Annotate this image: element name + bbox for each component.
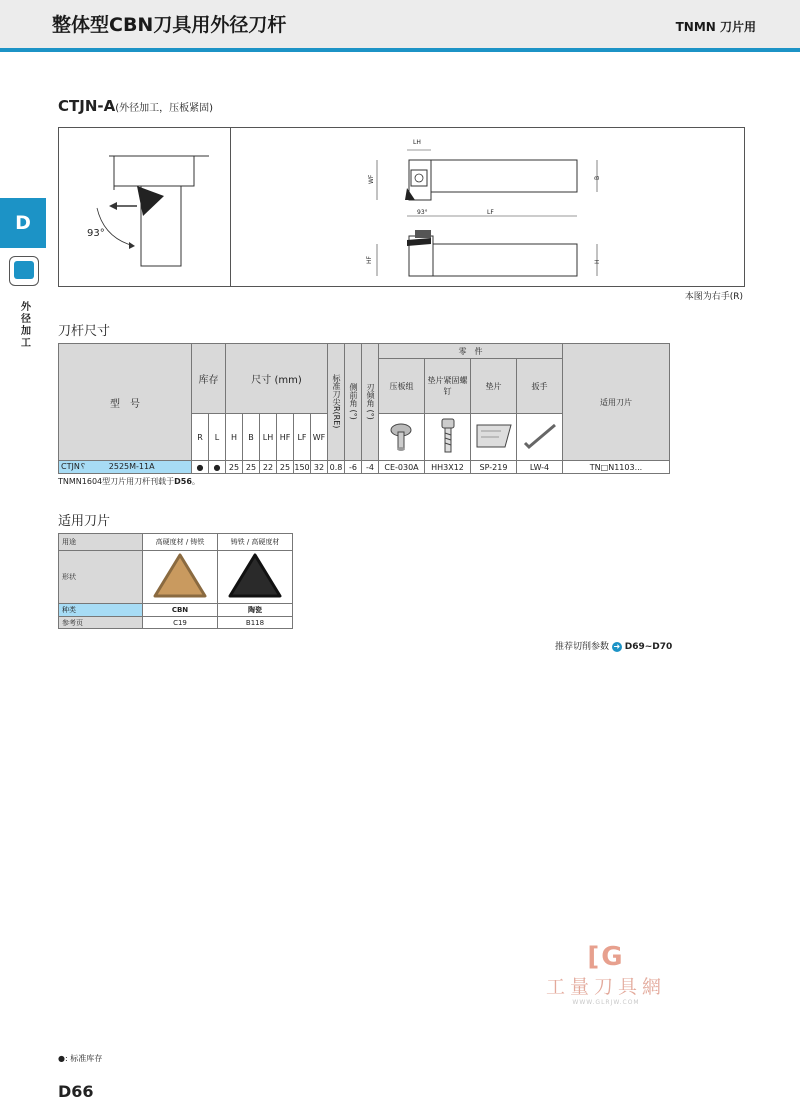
col-insert: 适用刀片	[563, 344, 670, 461]
model-subtitle: (外径加工，压板紧固)	[115, 103, 214, 114]
watermark-url: WWW.GLRJW.COM	[572, 999, 640, 1006]
side-tab-letter[interactable]: D	[0, 198, 46, 248]
approach-angle-diagram	[59, 128, 229, 286]
svg-text:B: B	[594, 175, 601, 180]
svg-text:HF: HF	[366, 256, 373, 264]
model-name: CTJN-A	[58, 97, 116, 115]
col-dim-h: H	[226, 414, 243, 461]
page-number: D66	[58, 1082, 94, 1101]
col-clamp: 压板组	[379, 359, 425, 414]
page-title: 整体型CBN刀具用外径刀杆	[52, 14, 287, 36]
table-row: CTJN␦ 2525M-11A ● ● 25 25 22 25 150 32 0.8 -6 -4 CE-030A HH3X12 SP-219 LW-4 TN□N1103...	[59, 461, 670, 474]
spec-note: TNMN1604型刀片用刀杆刊载于D56。	[58, 477, 200, 486]
ceramic-insert-image	[218, 551, 293, 604]
svg-text:LF: LF	[487, 209, 494, 216]
row-usage-label: 用途	[59, 534, 143, 551]
shim-icon	[475, 421, 513, 451]
col-side-rake: 侧前角 (°)	[345, 344, 362, 461]
screw-icon	[438, 417, 458, 455]
approach-angle-label: 93°	[87, 228, 105, 239]
side-tab-category: 外径加工	[21, 302, 31, 349]
wrench-icon	[521, 421, 559, 451]
spec-note-ref[interactable]: D56	[174, 477, 192, 486]
col-dims: 尺寸 (mm)	[226, 344, 328, 414]
col-re: 标准刀尖R(RE)	[328, 344, 345, 461]
insert-table: 用途 高硬度材 / 铸铁 铸铁 / 高硬度材 形状 种类 CBN 陶瓷 参考页 C19 B118	[58, 533, 293, 629]
col-shim: 垫片	[471, 359, 517, 414]
row-type-label: 种类	[59, 604, 143, 617]
col-model: 型 号	[59, 344, 192, 461]
col-stock-r: R	[192, 414, 209, 461]
svg-text:93°: 93°	[417, 209, 428, 216]
drawing-note: 本图为右手(R)	[684, 292, 743, 302]
ceramic-insert-icon	[227, 552, 283, 600]
row-shape-label: 形状	[59, 551, 143, 604]
col-parts: 零 件	[379, 344, 563, 359]
col-stock: 库存	[192, 344, 226, 414]
spec-table	[58, 343, 670, 474]
recommended-params[interactable]: 推荐切削参数 ➜ D69~D70	[555, 641, 673, 652]
wrench-image	[517, 414, 563, 461]
insert-section-title: 适用刀片	[58, 514, 111, 529]
header-accent-line	[0, 48, 800, 52]
watermark-logo: [G	[587, 942, 625, 972]
arrow-right-icon: ➜	[613, 641, 621, 651]
screw-image	[425, 414, 471, 461]
col-dim-wf: WF	[311, 414, 328, 461]
watermark	[536, 942, 676, 1006]
clamp-icon	[387, 418, 417, 454]
svg-text:H: H	[594, 259, 601, 264]
tool-drawing	[58, 127, 745, 287]
header-right-label: TNMN 刀片用	[675, 20, 756, 34]
svg-text:LH: LH	[413, 139, 421, 146]
cbn-insert-icon	[152, 552, 208, 600]
col-wrench: 扳手	[517, 359, 563, 414]
shim-image	[471, 414, 517, 461]
col-dim-lh: LH	[260, 414, 277, 461]
clamp-image	[379, 414, 425, 461]
svg-text:WF: WF	[368, 174, 375, 184]
row-ref-label: 参考页	[59, 617, 143, 629]
col-dim-lf: LF	[294, 414, 311, 461]
col-dim-b: B	[243, 414, 260, 461]
stock-legend: ●: 标准库存	[58, 1054, 103, 1063]
cbn-insert-image	[143, 551, 218, 604]
col-screw: 垫片紧固螺钉	[425, 359, 471, 414]
spec-section-title: 刀杆尺寸	[58, 324, 111, 339]
watermark-name: 工量刀具網	[545, 976, 666, 998]
turning-insert-icon	[9, 256, 39, 286]
col-incl: 刃倾角 (°)	[362, 344, 379, 461]
model-title	[58, 97, 213, 115]
col-stock-l: L	[209, 414, 226, 461]
holder-views	[231, 128, 743, 286]
row-model: CTJN␦ 2525M-11A	[59, 461, 192, 474]
col-dim-hf: HF	[277, 414, 294, 461]
